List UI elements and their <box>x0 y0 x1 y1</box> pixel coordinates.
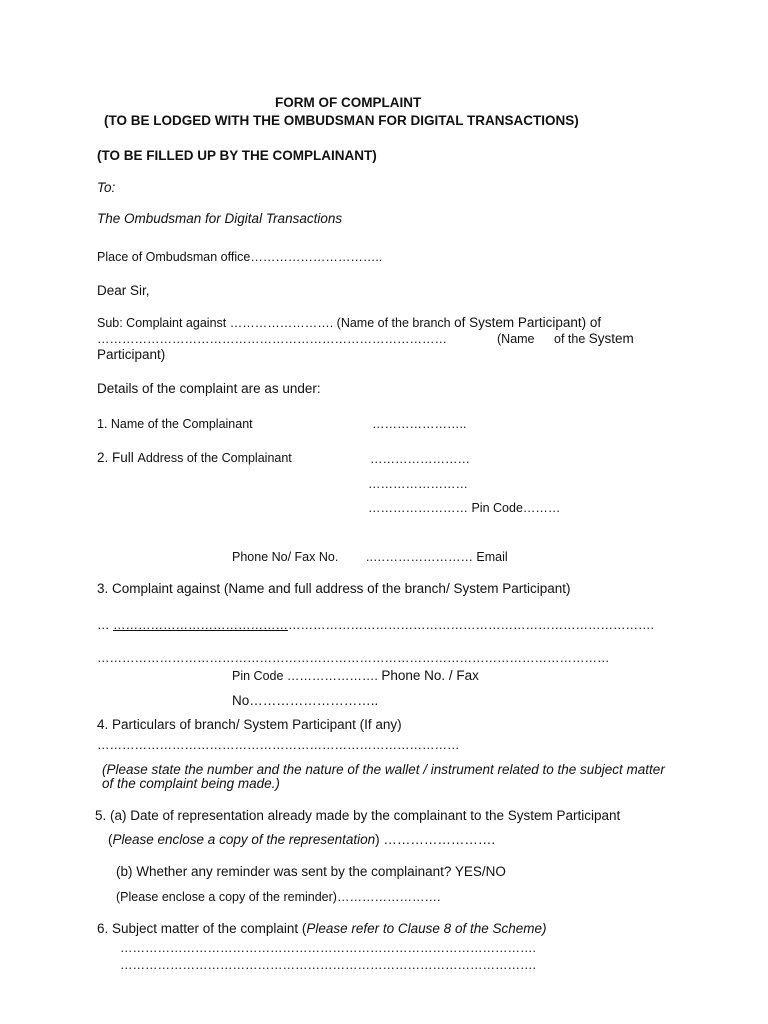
phone-dots: ..…………………… <box>366 550 473 564</box>
complainant-name-field[interactable]: ………………….. <box>372 417 467 431</box>
subject-name: (Name <box>497 332 535 346</box>
subject-matter-text: 6. Subject matter of the complaint ( <box>97 921 307 936</box>
branch-pin-code <box>232 668 479 684</box>
subject-matter-label <box>97 921 547 937</box>
particulars-label: 4. Particulars of branch/ System Participant (If any) <box>97 717 402 732</box>
complaint-against-line-1[interactable] <box>97 617 654 633</box>
phone-fax-label: Phone No/ Fax No. <box>232 550 339 564</box>
addressee: The Ombudsman for Digital Transactions <box>97 211 343 226</box>
address-field-3[interactable] <box>368 500 560 516</box>
filled-by-heading: (TO BE FILLED UP BY THE COMPLAINANT) <box>97 148 377 163</box>
subject-text-b: of System Participant) of <box>454 315 602 330</box>
branch-phone-no[interactable]: No……………………….. <box>232 693 379 708</box>
address-dots-3: …………………… <box>368 501 468 515</box>
enclose-open: ( <box>108 832 113 847</box>
particulars-note-2: of the complaint being made.) <box>102 776 280 791</box>
complainant-address-label <box>97 450 292 466</box>
subject-system: System <box>588 331 634 346</box>
to-label: To: <box>97 180 116 195</box>
line1-rest: ……………………………………………………………………………. <box>287 618 654 632</box>
subject-matter-field-2[interactable]: ………………………………………………………………………………………. <box>120 958 536 972</box>
branch-pin-dots: Pin Code …………………. <box>232 669 382 683</box>
salutation: Dear Sir, <box>97 283 150 298</box>
subject-matter-clause: Please refer to Clause 8 of the Scheme) <box>306 921 547 936</box>
subject-line-3: Participant) <box>97 347 166 362</box>
particulars-note-1: (Please state the number and the nature of the wallet / instrument related to the subject matter <box>102 762 665 777</box>
address-label-a: 2. Full <box>97 450 138 465</box>
details-intro: Details of the complaint are as under: <box>97 381 321 396</box>
complainant-name-label: 1. Name of the Complainant <box>97 417 253 431</box>
address-label-b: Address of the Complainant <box>137 451 292 465</box>
representation-enclose[interactable] <box>108 832 495 848</box>
reminder-enclose[interactable]: (Please enclose a copy of the reminder)……………………. <box>116 890 441 904</box>
place-of-office: Place of Ombudsman office………………………….. <box>97 250 383 264</box>
form-subtitle: (TO BE LODGED WITH THE OMBUDSMAN FOR DIGITAL TRANSACTIONS) <box>104 113 579 128</box>
phone-fax-field[interactable] <box>366 549 508 565</box>
address-field-1[interactable]: …………………… <box>370 452 470 466</box>
subject-of-system <box>554 331 634 347</box>
subject-of: of the <box>554 332 589 346</box>
complaint-against-label: 3. Complaint against (Name and full address of the branch/ System Participant) <box>97 581 571 596</box>
subject-text-a: Sub: Complaint against ……………………. (Name of the branch <box>97 316 455 330</box>
email-label: Email <box>472 550 508 564</box>
line1-prefix: … <box>97 618 113 632</box>
form-title: FORM OF COMPLAINT <box>275 95 422 110</box>
subject-line-1 <box>97 315 601 331</box>
reminder-question: (b) Whether any reminder was sent by the complainant? YES/NO <box>116 864 506 879</box>
enclose-close: ) ……………………. <box>375 832 496 847</box>
enclose-italic: Please enclose a copy of the representation <box>112 832 376 847</box>
representation-date-label: 5. (a) Date of representation already made by the complainant to the System Participant <box>95 808 621 823</box>
subject-line-2: ………………………………………………………………………… <box>97 332 447 346</box>
line1-underlined: …………………………………… <box>112 618 288 632</box>
subject-matter-field-1[interactable]: ………………………………………………………………………………………. <box>120 941 536 955</box>
address-pin-code: Pin Code……… <box>468 501 561 515</box>
particulars-field[interactable]: …………………………………………………………………………… <box>97 738 460 752</box>
branch-phone-fax: Phone No. / Fax <box>381 668 479 683</box>
address-field-2[interactable]: …………………… <box>368 477 468 491</box>
complaint-against-line-2[interactable]: …………………………………………………………………………………………………………… <box>97 651 610 665</box>
